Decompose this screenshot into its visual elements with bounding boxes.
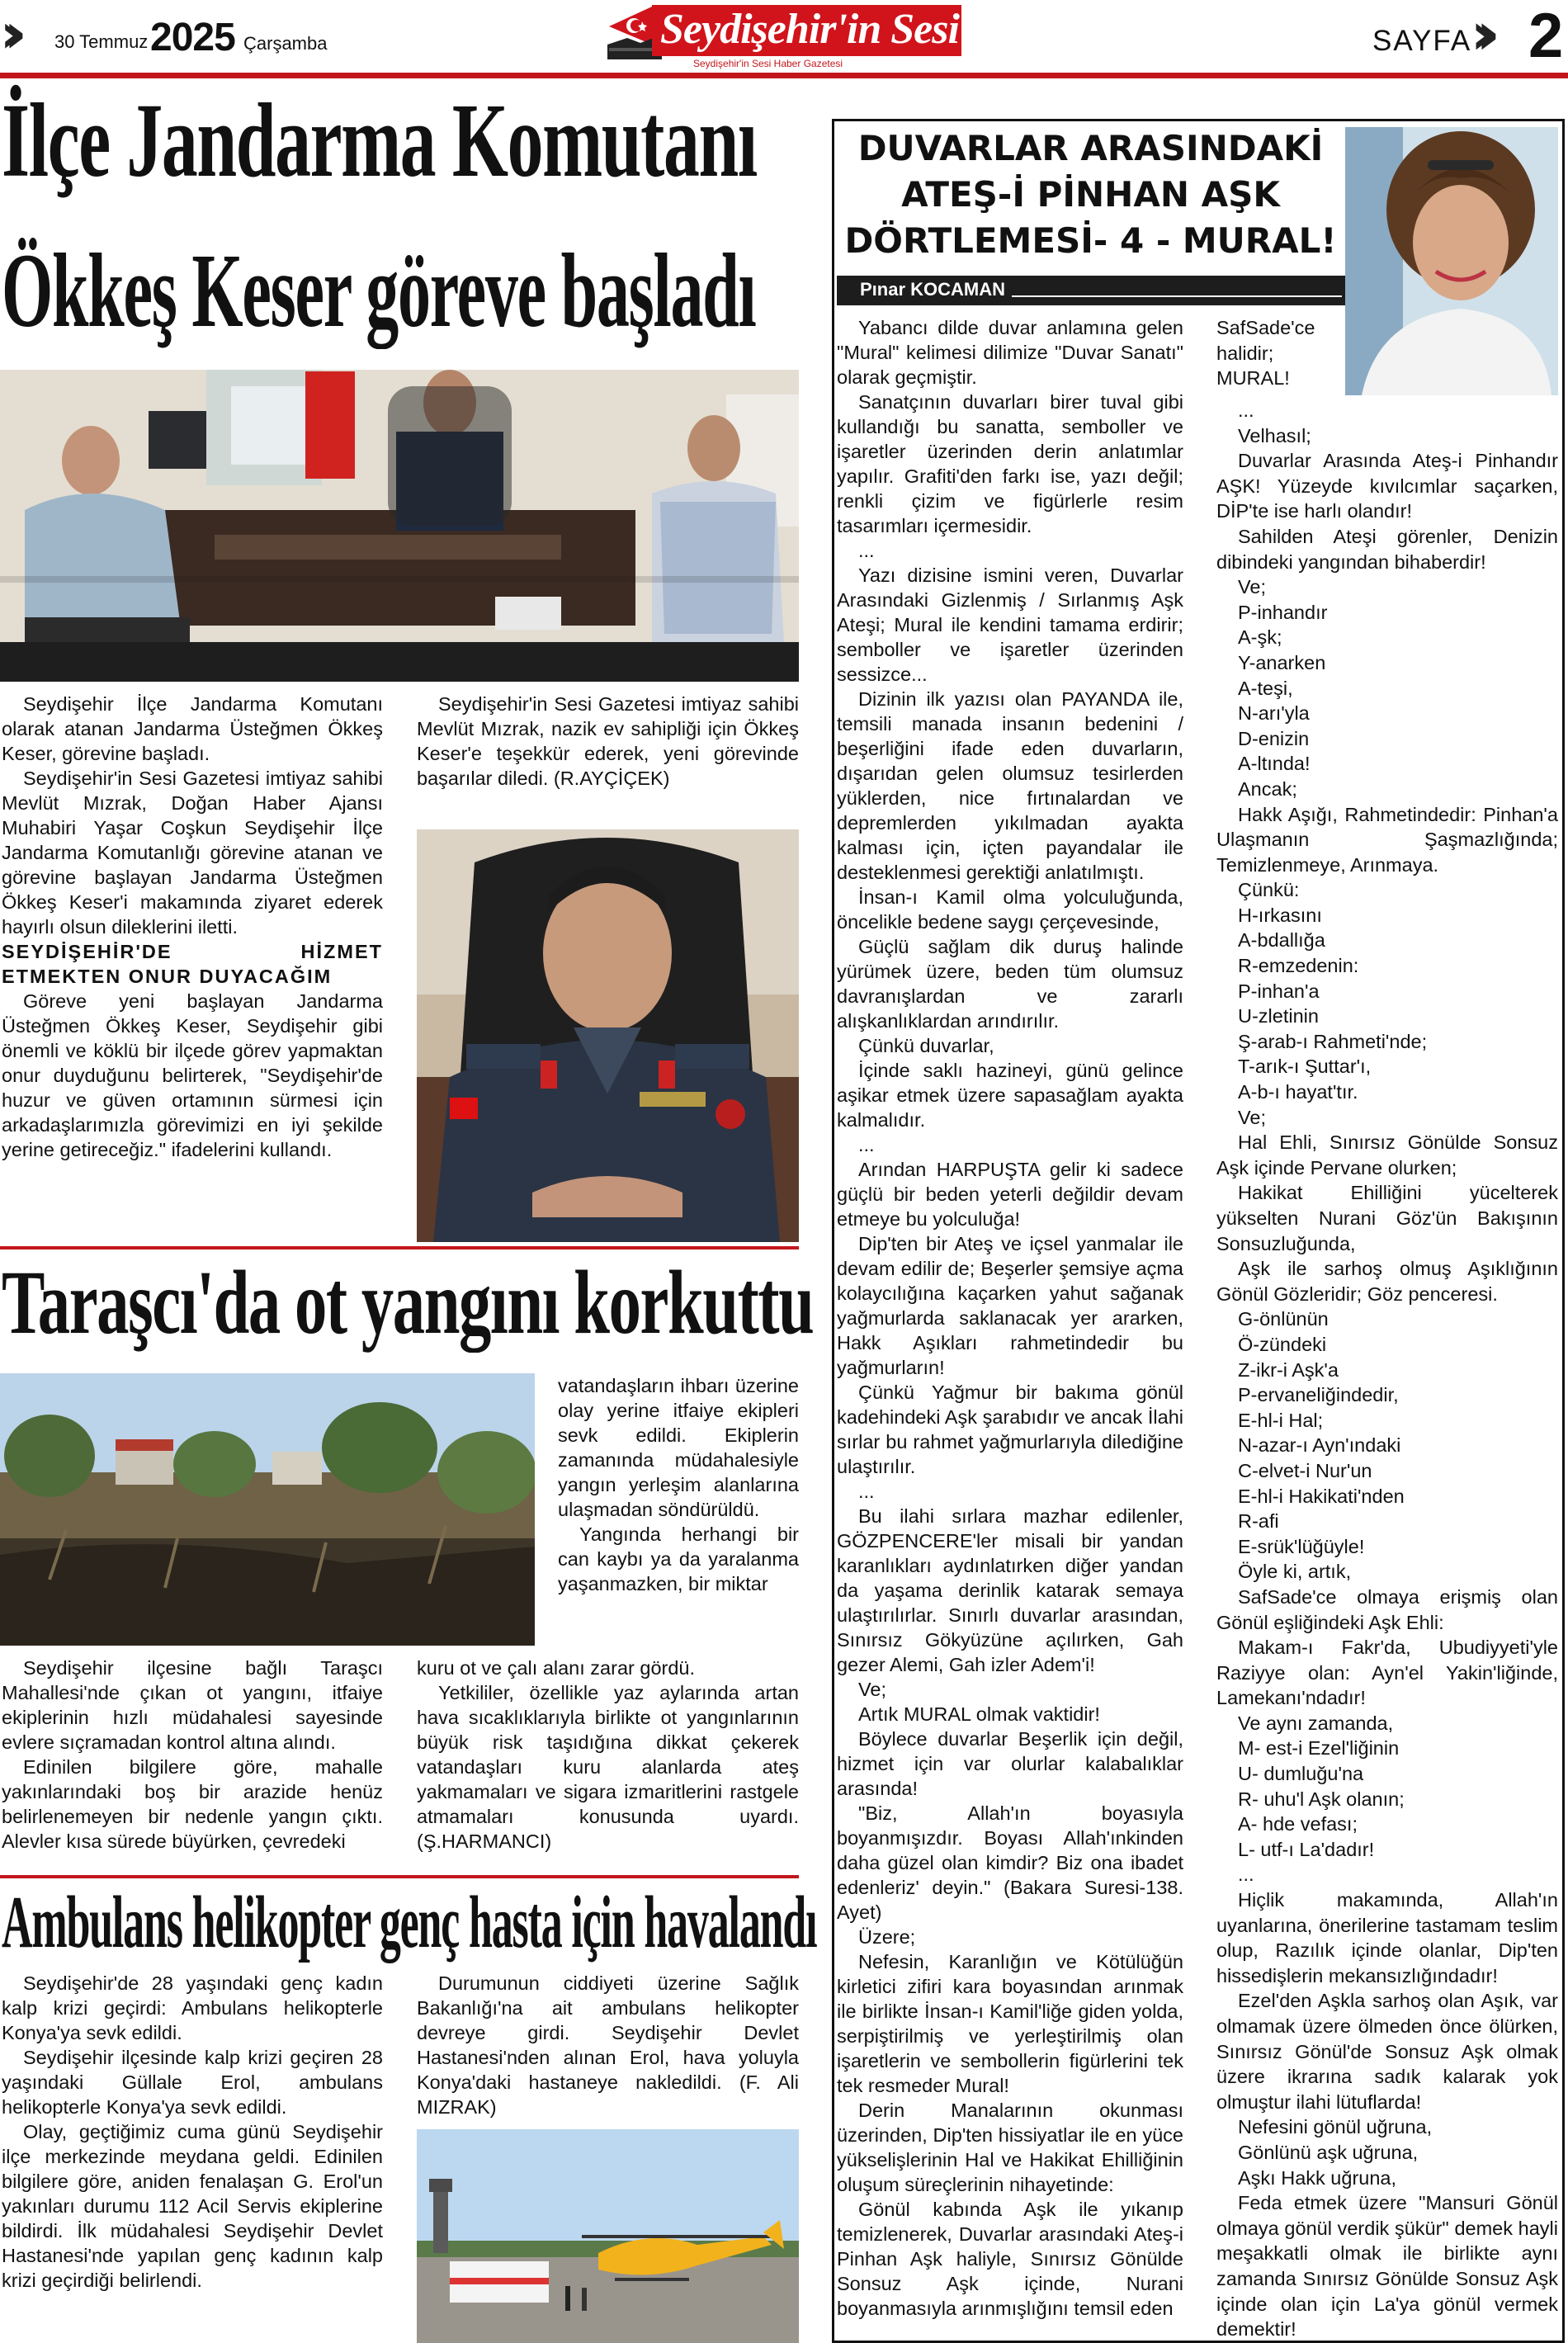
article-body-col1: Seydişehir İlçe Jandarma Komutanı olarak atanan Jandarma Üsteğmen Ökkeş Keser, görevine başladı. Seydişehir'in Sesi Gazetesi imtiyaz sahibi Mevlüt Mızrak, Doğan Haber Ajansı Muhabiri Yaşar Coşkun Seydişehir İlçe Jandarma Komutanlığı görevine atanan ve görevine başlayan Jandarma Üsteğmen Ökkeş Keser'i makamında ziyaret ederek hayırlı olsun dileklerini iletti. SEYDİŞEHİR'DE HİZMET ETMEKTEN ONUR DUYACAĞIM Göreve yeni başlayan Jandarma Üsteğmen Ökkeş Keser, Seydişehir gibi önemli ve köklü bir ilçede görev yapmaktan onur duyduğunu belirterek, "Seydişehir'de huzur ve güven ortamının sürmesi için arkadaşlarımızla görevimizi en iyi şekilde yerine getireceğiz." ifadelerini kullandı.	[2, 693, 383, 1160]
chevron-right-icon: ››	[1471, 0, 1482, 68]
headline: Taraşcı'da ot yangını korkuttu	[2, 1252, 814, 1353]
column-author: Pınar KOCAMAN	[860, 279, 1006, 300]
page-header	[0, 0, 1568, 76]
subheading: SEYDİŞEHİR'DE HİZMET ETMEKTEN ONUR DUYACAĞIM	[2, 941, 383, 987]
headline: İlçe Jandarma Komutanı	[2, 82, 757, 199]
column-title: DUVARLAR ARASINDAKİ ATEŞ-İ PİNHAN AŞK DÖRTLEMESİ- 4 - MURAL!	[844, 128, 1337, 261]
page-number: 2	[1528, 1, 1564, 71]
article-body-col1: Seydişehir ilçesine bağlı Taraşcı Mahallesi'nde çıkan ot yangını, itfaiye ekiplerinin hızlı müdahalesi sayesinde evlere sıçramadan kontrol altına alındı. Edinilen bilgilere göre, mahalle yakınlarındaki boş bir arazide henüz belirlenemeyen bir nedenle yangın çıktı. Alevler kısa sürede büyürken, çevredeki	[2, 1657, 383, 1852]
column-body-col2: ... Velhasıl; Duvarlar Arasında Ateş-i Pinhandır AŞK! Yüzeyde kıvılcımlar saçarken, DİP'te ise harlı olandır! Sahilden Ateşi görenler, Denizin dibindeki yangından bihaberdir! Ve; P-inhandır A-şk; Y-anarken A-teşi, N-arı'yla D-enizin A-ltında! Ancak; Hakk Aşığı, Rahmetindedir: Pinhan'a Ulaşmanın Şaşmazlığında; Temizlenmeye, Arınmaya. Çünkü: H-ırkasını A-bdallığa R-emzedenin: P-inhan'a U-zletinin Ş-arab-ı Rahmeti'nde; T-arık-ı Şuttar'ı, A-b-ı hayat'tır. Ve; Hal Ehli, Sınırsız Gönülde Sonsuz Aşk içinde Pervane olurken; Hakikat Ehilliğini yücelterek yükselten Nurani Göz'ün Bakışının Sonsuzluğunda, Aşk ile sarhoş olmuş Aşıklığının Gönül Gözleridir; Göz penceresi. G-önlünün Ö-zündeki Z-ikr-i Aşk'a P-ervaneliğindedir, E-hl-i Hal; N-azar-ı Ayn'ındaki C-elvet-i Nur'un E-hl-i Hakikati'nden R-afi E-srük'lüğüyle! Öyle ki, artık, SafSade'ce olmaya erişmiş olan Gönül eşliğindeki Aşk Ehli: Makam-ı Fakr'da, Ubudiyyeti'yle Raziyye olan: Ayn'el Yakin'liğinde, Lamekanı'ndadır! Ve aynı zamanda, M- est-i Ezel'liğinin U- dumluğu'na R- uhu'l Aşk olanın; A- hde vefası; L- utf-ı La'dadır! ... Hiçlik makamında, Allah'ın uyanlarına, önerilerine tastamam teslim olup, Razılık içinde olanlar, Dip'ten hissedişlerin mekansızlığındadır! Ezel'den Aşkla sarhoş olan Aşık, var olmamak üzere ölmeden önce ölürken, Sınırsız Gönül'de Sonsuz Aşk olmak üzere ikrarına sadık kalarak yok olmuştur ilahi lütuflarda! Nefesini gönül uğruna, Gönlünü aşk uğruna, Aşkı Hakk uğruna, Feda etmek üzere "Mansuri Gönül olmaya gönül verdik şükür" demek hayli meşakkatli olmak ile birlikte aynı zamanda Sınırsız Gönülde Sonsuz Aşk içinde olan için La'ya gönül vermek demektir!	[1216, 399, 1558, 2341]
column-body-col1: Yabancı dilde duvar anlamına gelen "Mural" kelimesi dilimize "Duvar Sanatı" olarak geçmiştir. Sanatçının duvarları birer tuval gibi kullandığı bu sanatta, semboller ve işaretler üzerinden derin anlatımlar yapılır. Grafiti'den farkı ise, yazı değil; renkli çizim ve figürlerle resim tasarımları içermesidir. ... Yazı dizisine ismini veren, Duvarlar Arasındaki Gizlenmiş / Sırlanmış Aşk Ateşi; Mural ile kendini tamama erdirir; semboller ve işaretler üzerinden sessizce... Dizinin ilk yazısı olan PAYANDA ile, temsili manada insanın bedenini / beşerliğini ifade eden duvarların, dışarıdan gelen olumsuz tesirlerden yüklerden, nice fırtınalardan ve depremlerden yıkılmadan ayakta kalması için, içten payandalar ile desteklenmesi gerektiği anlatılmıştı. İnsan-ı Kamil olma yolculuğunda, öncelikle bedene saygı çerçevesinde, Güçlü sağlam dik duruş halinde yürümek üzere, beden tüm olumsuz davranışlardan ve zararlı alışkanlıklardan arındırılır. Çünkü duvarlar, İçinde saklı hazineyi, günü gelince aşikar etmek üzere sapasağlam ayakta kalmalıdır. ... Arından HARPUŞTA gelir ki sadece güçlü bir beden yeterli değildir devam etmeye bu yolculuğa! Dip'ten bir Ateş ve içsel yanmalar ile devam edilir de; Beşerler şemsiye açma kolaycılığına kaçarken yahut sağanak yağmurlarda saklanacak yer ararken, Hakk Aşıkları rahmetindedir bu yağmurların! Çünkü Yağmur bir bakıma gönül kadehindeki Aşk şarabıdır ve ancak İlahi sırlar bu rahmet yağmurlarıyla dilediğine ulaştırılır. ... Bu ilahi sırlara mazhar edilenler, GÖZPENCERE'ler misali bir yandan karanlıkları aydınlatırken diğer yandan da yaşama derinlik katarak semaya ulaştırılırlar. Sınırlı duvarlar arasından, Sınırsız Gökyüzüne açılırken, Gah gezer Alemi, Gah izler Adem'i! Ve; Artık MURAL olmak vaktidir! Böylece duvarlar Beşerlik için değil, hizmet için var olurlar kalabalıklar arasında! "Biz, Allah'ın boyasıyla boyanmışızdır. Boyası Allah'ınkinden daha güzel olan kimdir? Biz ona ibadet edenleriz' deyin." (Bakara Suresi-138. Ayet) Üzere; Nefesin, Karanlığın ve Kötülüğün kirletici zifiri kara boyasından arınmak ile birlikte İnsan-ı Kamil'liğe giden yolda, serpiştirilmiş ve yerleştirilmiş olan işaretlerin ve sembollerin figürlerini tek tek resmeder Mural! Derin Manalarının okunması üzerinden, Dip'ten hissiyatlar ile en yüce yükselişlerinin Hal ve Hakikat Ehilliğinin oluşum süreçlerinin nihayetinde: Gönül kabında Aşk ile yıkanıp temizlenerek, Duvarlar arasındaki Ateş-i Pinhan Aşk haliyle, Sınırsız Gönülde Sonsuz Aşk içinde, Nurani boyanmasıyla arınmışlığını temsil eden	[837, 317, 1183, 2319]
fire-scene-photo	[0, 1373, 535, 1646]
page-label: SAYFA	[1372, 25, 1472, 57]
article-body-col2: kuru ot ve çalı alanı zarar gördü. Yetkililer, özellikle yaz aylarında artan hava sıcaklıklarıyla birlikte ot yangınlarının büyük risk taşıdığına dikkat çekerek vatandaşları kuru alanlarda ateş yakmamaları ve sigara izmaritlerini rastgele atmamaları konusunda uyardı. (Ş.HARMANCI)	[417, 1657, 799, 1852]
masthead-logo: Seydişehir'in Sesi Seydişehir'in Sesi Haber Gazetesi	[602, 2, 966, 69]
column-body-col2-top: SafSade'ce halidir; MURAL!	[1216, 317, 1315, 390]
article-body-col2: Seydişehir'in Sesi Gazetesi imtiyaz sahibi Mevlüt Mızrak, nazik ev sahipliği için Ökkeş Keser'e teşekkür ederek, yeni görevinde başarılar diledi. (R.AYÇİÇEK)	[417, 693, 799, 789]
article-body-col1: Seydişehir'de 28 yaşındaki genç kadın kalp krizi geçirdi: Ambulans helikopterle Konya'ya sevk edildi. Seydişehir ilçesinde kalp krizi geçiren 28 yaşındaki Güllale Erol, ambulans helikopterle Konya'ya sevk edildi. Olay, geçtiğimiz cuma günü Seydişehir ilçe merkezinde meydana geldi. Edinilen bilgilere göre, aniden fenalaşan G. Erol'un yakınları durumu 112 Acil Servis ekiplerine bildirdi. İlk müdahalesi Seydişehir Devlet Hastanesi'nde yapılan genç kadının kalp krizi geçirdiği belirlendi.	[2, 1972, 383, 2291]
helicopter-photo	[417, 2129, 799, 2343]
office-photo	[0, 370, 799, 682]
article-body-col3: vatandaşların ihbarı üzerine olay yerine itfaiye ekipleri sevk edildi. Ekiplerin zamanında müdahalesiyle yangın yerleşim alanlarına ulaşmadan söndürüldü. Yangında herhangi bir can kaybı ya da yaralanma yaşanmazken, bir miktar	[558, 1375, 799, 1594]
header-rule	[0, 73, 1568, 78]
chevron-right-icon: ››	[0, 2, 9, 65]
author-rule	[1012, 295, 1342, 297]
article-divider	[0, 1875, 799, 1878]
article-divider	[0, 1246, 799, 1249]
headline: Ambulans helikopter genç hasta için havalandı	[2, 1882, 817, 1963]
headline: Ökkeş Keser göreve başladı	[2, 232, 756, 349]
issue-year: 2025	[150, 16, 235, 59]
issue-weekday: Çarşamba	[243, 33, 328, 54]
commander-portrait-photo	[417, 829, 799, 1242]
issue-date: 30 Temmuz	[54, 31, 149, 52]
article-body-col2: Durumunun ciddiyeti üzerine Sağlık Bakanlığı'na ait ambulans helikopter devreye girdi. Seydişehir Devlet Hastanesi'nden alınan Erol, hava yoluyla Konya'daki hastaneye nakledildi. (F. Ali MIZRAK)	[417, 1972, 799, 2118]
